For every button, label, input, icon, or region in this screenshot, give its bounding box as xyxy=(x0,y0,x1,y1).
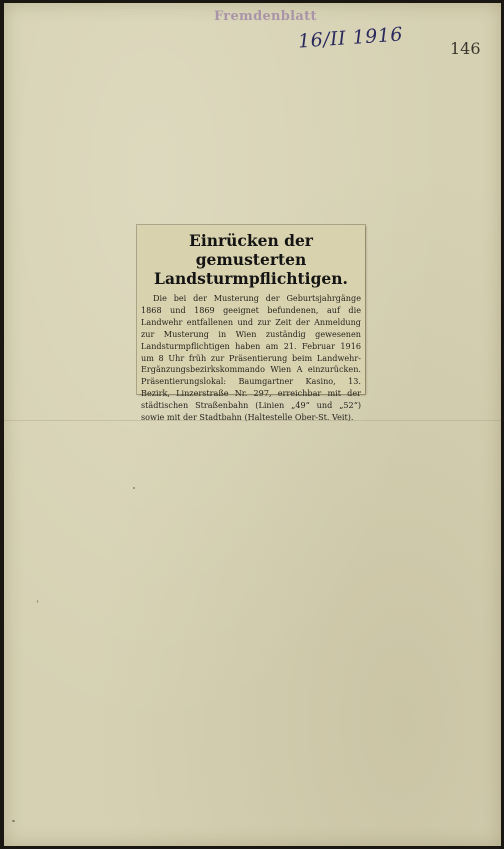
clipping-headline: Einrücken der gemusterten Landsturmpflichtigen. xyxy=(154,231,348,288)
newspaper-clipping xyxy=(137,225,365,423)
paper-crease xyxy=(4,420,501,421)
paper-speck xyxy=(133,487,135,489)
page-number: 146 xyxy=(450,39,481,58)
newspaper-stamp: Fremdenblatt xyxy=(214,9,317,24)
handwritten-date: 16/II 1916 xyxy=(297,23,404,53)
clipping-body: Die bei der Musterung der Geburtsjahrgänge 1868 und 1869 geeignet befundenen, auf die Landwehr entfallenen und zur Zeit der Anmeldung zur Musterung in Wien zuständig gewesenen Landsturmpflichtigen haben am 21. Februar 1916 um 8 Uhr früh zur Präsentierung beim Landwehr-Ergänzungsbezirkskommando Wien A einzurücken. Präsentierungslokal: Baumgartner Kasino, 13. Bezirk, Linzerstraße Nr. 297, erreichbar mit der städtischen Straßenbahn (Linien „49“ und „52“) sowie mit der Stadtbahn (Haltestelle Ober-St. Veit). xyxy=(141,293,361,423)
archive-sheet xyxy=(4,3,501,846)
paper-speck xyxy=(12,820,15,822)
paper-speck xyxy=(37,600,38,603)
